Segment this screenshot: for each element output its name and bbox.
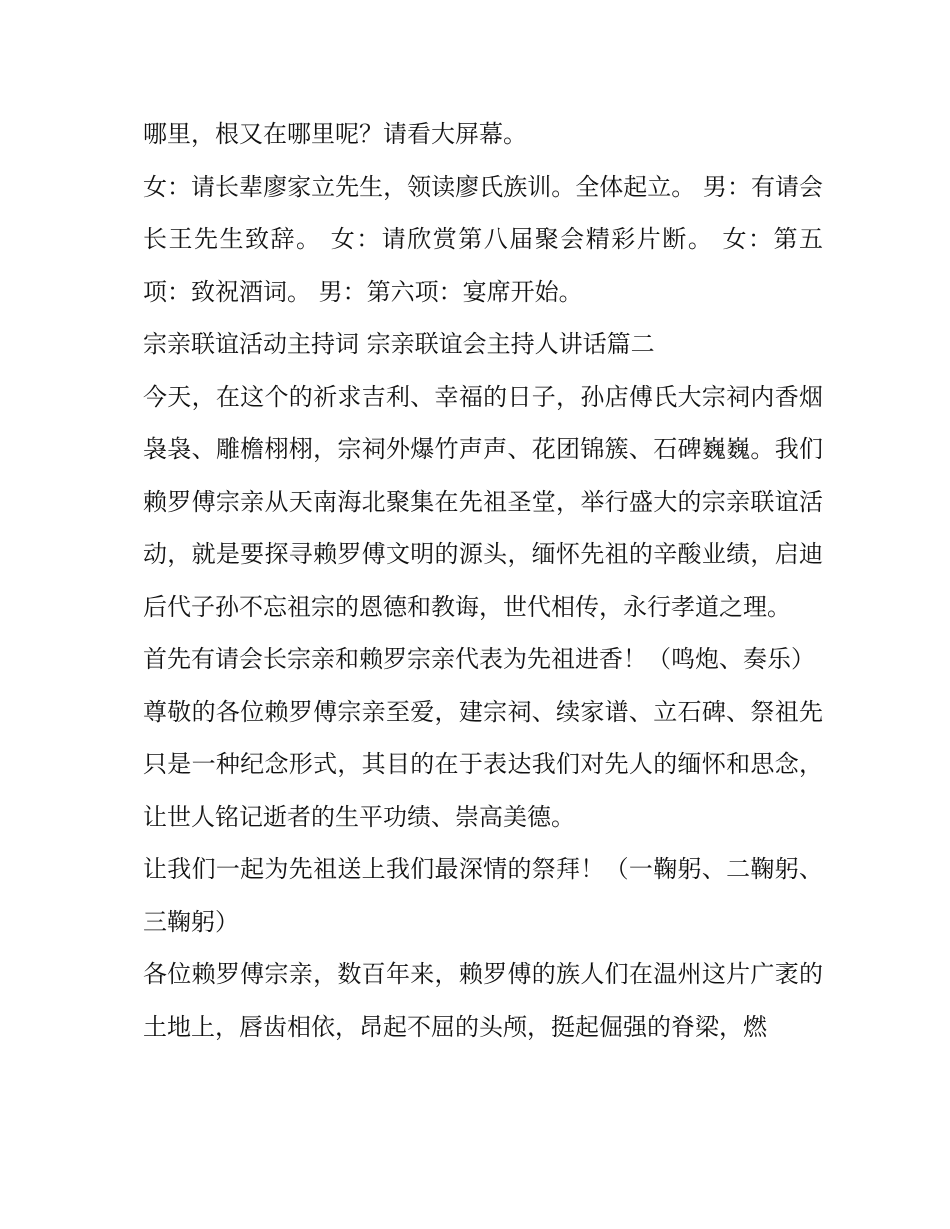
paragraph-6: 让我们一起为先祖送上我们最深情的祭拜！（一鞠躬、二鞠躬、三鞠躬） <box>143 855 823 936</box>
paragraph-7: 各位赖罗傅宗亲，数百年来，赖罗傅的族人们在温州这片广袤的土地上，唇齿相依，昂起不屈的头颅，挺起倔强的脊梁，燃 <box>143 960 823 1041</box>
paragraph-5: 尊敬的各位赖罗傅宗亲至爱，建宗祠、续家谱、立石碑、祭祖先只是一种纪念形式，其目的在于表达我们对先人的缅怀和思念，让世人铭记逝者的生平功绩、崇高美德。 <box>143 697 823 831</box>
section-heading: 宗亲联谊活动主持词 宗亲联谊会主持人讲话篇二 <box>143 330 655 358</box>
paragraph-1: 哪里，根又在哪里呢？请看大屏幕。 <box>143 120 527 148</box>
paragraph-3: 今天，在这个的祈求吉利、幸福的日子，孙店傅氏大宗祠内香烟袅袅、雕檐栩栩，宗祠外爆竹声声、花团锦簇、石碑巍巍。我们赖罗傅宗亲从天南海北聚集在先祖圣堂，举行盛大的宗亲联谊活动，就是要探寻赖罗傅文明的源头，缅怀先祖的辛酸业绩，启迪后代子孙不忘祖宗的恩德和教诲，世代相传，永行孝道之理。 <box>143 382 823 621</box>
document-body <box>143 108 823 1053</box>
paragraph-4: 首先有请会长宗亲和赖罗宗亲代表为先祖进香！（鸣炮、奏乐） <box>143 645 815 673</box>
paragraph-2: 女：请长辈廖家立先生，领读廖氏族训。全体起立。 男：有请会长王先生致辞。 女：请欣赏第八届聚会精彩片断。 女：第五项：致祝酒词。 男：第六项：宴席开始。 <box>143 172 823 306</box>
